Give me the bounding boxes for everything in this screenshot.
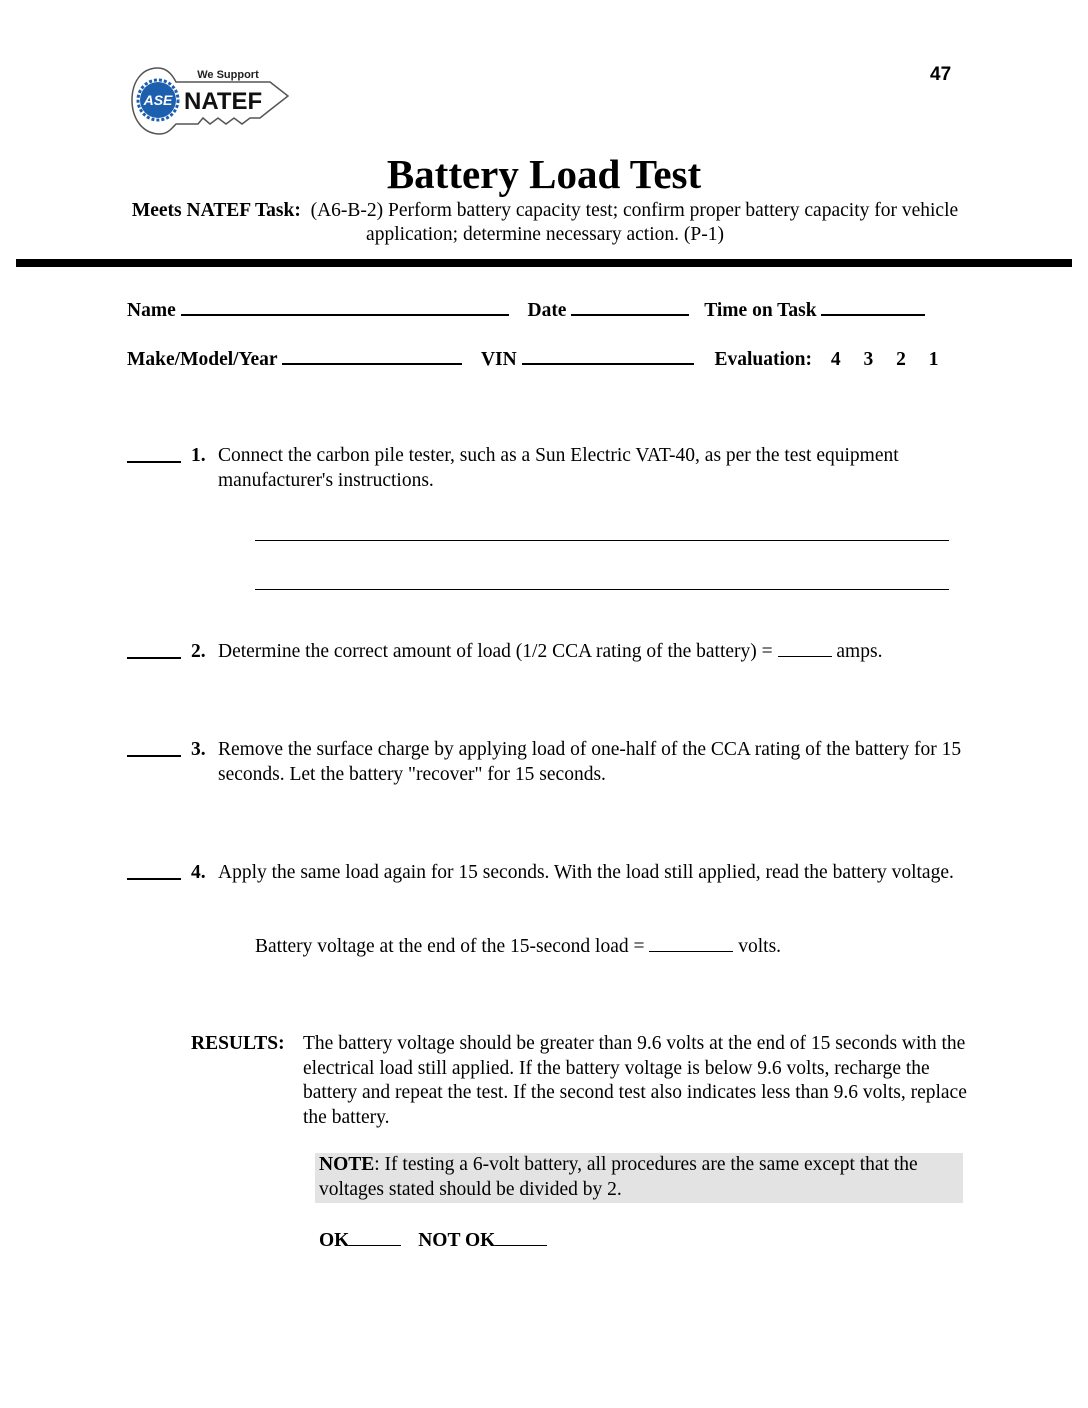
step-3: [127, 737, 967, 787]
step-4: [127, 860, 967, 910]
name-label: Name: [127, 300, 176, 321]
step-number: 3.: [191, 739, 206, 760]
step-text-after: amps.: [831, 641, 883, 662]
ase-natef-logo: [128, 62, 293, 144]
note-label: NOTE: [319, 1154, 375, 1175]
evaluation-option-2[interactable]: 2: [896, 349, 906, 370]
voltage-text-after: volts.: [733, 936, 782, 957]
ok-label: OK: [319, 1230, 350, 1251]
results-text: The battery voltage should be greater than 9.6 volts at the end of 15 seconds with the electrical load still applied. If the battery voltage is below 9.6 volts, recharge the battery and repeat the test. If the second test also indicates less than 9.6 volts, replace the battery.: [303, 1033, 967, 1128]
voltage-reading: [255, 934, 955, 960]
note-box: [315, 1153, 963, 1203]
date-field[interactable]: [571, 296, 689, 316]
answer-line-1[interactable]: [255, 540, 949, 541]
step-number: 4.: [191, 862, 206, 883]
natef-task-description: [120, 199, 970, 247]
amps-field[interactable]: [778, 639, 832, 657]
step-1-check-blank[interactable]: [127, 443, 181, 463]
info-row-2: [127, 345, 939, 371]
ase-natef-key-logo-icon: [128, 62, 293, 144]
evaluation-option-3[interactable]: 3: [863, 349, 874, 370]
step-2-check-blank[interactable]: [127, 639, 181, 659]
evaluation-label: Evaluation:: [714, 349, 812, 370]
step-text: Apply the same load again for 15 seconds. With the load still applied, read the battery voltage.: [218, 862, 954, 883]
evaluation-option-1[interactable]: 1: [928, 349, 939, 370]
info-row-1: [127, 296, 925, 322]
step-4-check-blank[interactable]: [127, 860, 181, 880]
svg-text:We Support: We Support: [197, 69, 259, 81]
page-title: Battery Load Test: [386, 151, 702, 197]
page-number: 47: [930, 64, 952, 85]
volts-field[interactable]: [649, 934, 733, 952]
step-number: 2.: [191, 641, 206, 662]
step-text: [218, 639, 978, 664]
step-3-check-blank[interactable]: [127, 737, 181, 757]
header-divider: [16, 259, 1072, 267]
make-model-year-field[interactable]: [282, 345, 462, 365]
voltage-text-before: Battery voltage at the end of the 15-second load =: [255, 936, 650, 957]
time-on-task-label: Time on Task: [704, 300, 817, 321]
ok-field[interactable]: [349, 1228, 401, 1246]
time-on-task-field[interactable]: [821, 296, 925, 316]
results-section: [191, 1032, 971, 1132]
step-text: Connect the carbon pile tester, such as a Sun Electric VAT-40, as per the test equipment manufacturer's instructions.: [218, 445, 899, 491]
answer-line-2[interactable]: [255, 589, 949, 590]
results-label: RESULTS:: [191, 1033, 285, 1054]
evaluation-option-4[interactable]: 4: [830, 349, 841, 370]
step-2: [127, 639, 967, 665]
svg-text:NATEF: NATEF: [184, 88, 263, 115]
note-text: : If testing a 6-volt battery, all procedures are the same except that the voltages stated should be divided by 2.: [319, 1154, 918, 1200]
task-label: Meets NATEF Task:: [131, 200, 301, 221]
not-ok-label: NOT OK: [418, 1230, 496, 1251]
date-label: Date: [527, 300, 567, 321]
task-text: (A6-B-2) Perform battery capacity test; confirm proper battery capacity for vehicle application; determine necessary action. (P-1): [310, 200, 959, 245]
name-field[interactable]: [181, 296, 509, 316]
step-text-before: Determine the correct amount of load (1/2 CCA rating of the battery) =: [218, 641, 778, 662]
step-text: Remove the surface charge by applying load of one-half of the CCA rating of the battery for 15 seconds. Let the battery "recover" for 15 seconds.: [218, 739, 962, 785]
step-number: 1.: [191, 445, 206, 466]
make-model-year-label: Make/Model/Year: [127, 349, 278, 370]
not-ok-field[interactable]: [495, 1228, 547, 1246]
vin-field[interactable]: [522, 345, 694, 365]
step-1: [127, 443, 967, 493]
vin-label: VIN: [480, 349, 517, 370]
outcome-row: [319, 1228, 547, 1252]
svg-text:ASE: ASE: [143, 92, 173, 108]
